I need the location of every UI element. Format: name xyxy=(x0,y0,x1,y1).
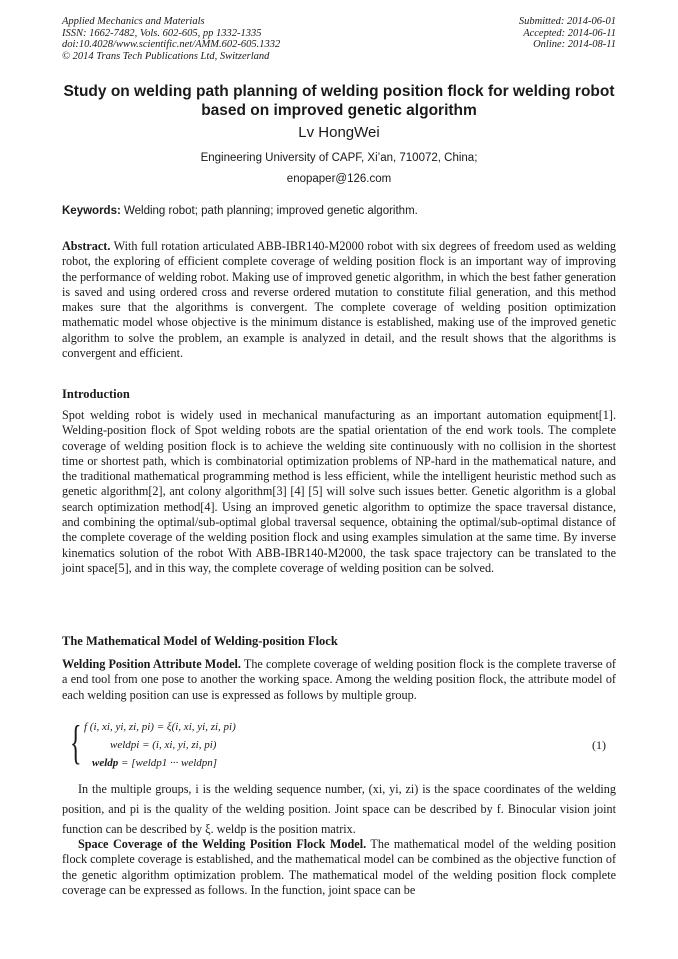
author: Lv HongWei xyxy=(298,124,380,141)
email: enopaper@126.com xyxy=(286,173,392,185)
abstract-label: Abstract. xyxy=(62,239,111,253)
online-date: Online: 2014-08-11 xyxy=(533,39,616,50)
equation-explanation: In the multiple groups, i is the welding sequence number, (xi, yi, zi) is the space coordinates of the welding position, and pi is the quality of the welding position. Joint space can be described by f. Binocular vision joint function can be described by ξ. weldp is the position matrix. xyxy=(62,782,616,836)
affiliation: Engineering University of CAPF, Xi’an, 710072, China; xyxy=(200,152,478,164)
section-heading-introduction: Introduction xyxy=(62,387,130,401)
keywords xyxy=(62,205,418,217)
issn: ISSN: 1662-7482, Vols. 602-605, pp 1332-1335 xyxy=(62,27,262,39)
equation-line-1: f (i, xi, yi, zi, pi) = ξ(i, xi, yi, zi, pi) xyxy=(84,721,236,733)
doi: doi:10.4028/www.scientific.net/AMM.602-605.1332 xyxy=(62,39,281,50)
equation-1 xyxy=(70,718,616,774)
accepted-date: Accepted: 2014-06-11 xyxy=(523,27,616,39)
keywords-label: Keywords: xyxy=(62,205,121,217)
submitted-date: Submitted: 2014-06-01 xyxy=(518,16,616,27)
introduction-text: Spot welding robot is widely used in mechanical manufacturing as an important automation equipment[1]. Welding-position flock of Spot welding robots are the spatial orientation of the end work tools. The complete coverage of welding position flock is to achieve the welding site continuously with no collision in the shortest time or shortest path, which is combinatorial optimization problems of NP-hard in the mathematical nature, and the traditional mathematical programming method is less efficient, while the intelligent heuristic method such as genetic algorithm[2], ant colony algorithm[3] [4] [5] will solve such issues better. Genetic algorithm is a global search optimization method[4]. Using an improved genetic algorithm to optimize the space traversal distance, and combining the optimal/sub-optimal global traversal sequence, obtaining the optimal/sub-optimal distance of the complete coverage of the welding position flock and using examples simulation at the same time. By inverse kinematics solution of the robot With ABB-IBR140-M2000, the task space trajectory can be translated to the joint space[5], and in this way, the complete coverage of welding position can be solved. xyxy=(62,408,616,575)
attribute-model-text: The complete coverage of welding position flock is the complete traverse of a end tool from one pose to another the working space. Among the welding position flock, the attribute model of each welding position can use is expressed as follows by multiple group. xyxy=(62,657,616,702)
space-coverage-paragraph xyxy=(62,837,616,898)
journal-name: Applied Mechanics and Materials xyxy=(62,16,205,27)
equation-brace: { xyxy=(70,716,82,769)
equation-line-2: weldpi = (i, xi, yi, zi, pi) xyxy=(110,739,217,751)
equation-line-3-text: = [weldp1 ··· weldpn] xyxy=(118,757,218,769)
equation-line-3 xyxy=(92,757,217,769)
attribute-model-label: Welding Position Attribute Model. xyxy=(62,657,241,671)
section-heading-model: The Mathematical Model of Welding-position Flock xyxy=(62,634,338,648)
equation-number: (1) xyxy=(592,738,606,752)
space-coverage-label: Space Coverage of the Welding Position Flock Model. xyxy=(78,837,367,851)
abstract xyxy=(62,239,616,361)
paper-title: Study on welding path planning of welding position flock for welding robot based on improved genetic algorithm xyxy=(63,83,615,119)
abstract-text: With full rotation articulated ABB-IBR140-M2000 robot with six degrees of freedom used as welding robot, the exploring of efficient complete coverage of welding position flock is an important way of improving the performance of welding robot. Making use of improved genetic algorithm, in which the best father generation is saved and using ordered cross and reverse ordered mutation to constitute filial generation, and this method makes sure that the algorithms is convergent. The complete coverage of welding position optimization mathematic model whose objective is the minimum distance is established, making use of the improved genetic algorithm to solve the problem, an example is analyzed in detail, and the result shows that the algorithms is convergent and efficient. xyxy=(62,239,616,361)
journal-info xyxy=(62,16,280,62)
dates-info xyxy=(519,16,616,51)
attribute-model-paragraph xyxy=(62,657,616,703)
keywords-text: Welding robot; path planning; improved genetic algorithm. xyxy=(120,205,418,217)
space-coverage-text: The mathematical model of the welding position flock complete coverage is established, and the mathematical model can be combined as the objective function of the genetic algorithm optimization problem. The mathematical model of the welding position flock complete coverage can be expressed as follows. In the function, joint space can be xyxy=(62,837,616,897)
copyright: © 2014 Trans Tech Publications Ltd, Switzerland xyxy=(62,50,270,62)
equation-weldp-bold: weldp xyxy=(92,757,119,769)
